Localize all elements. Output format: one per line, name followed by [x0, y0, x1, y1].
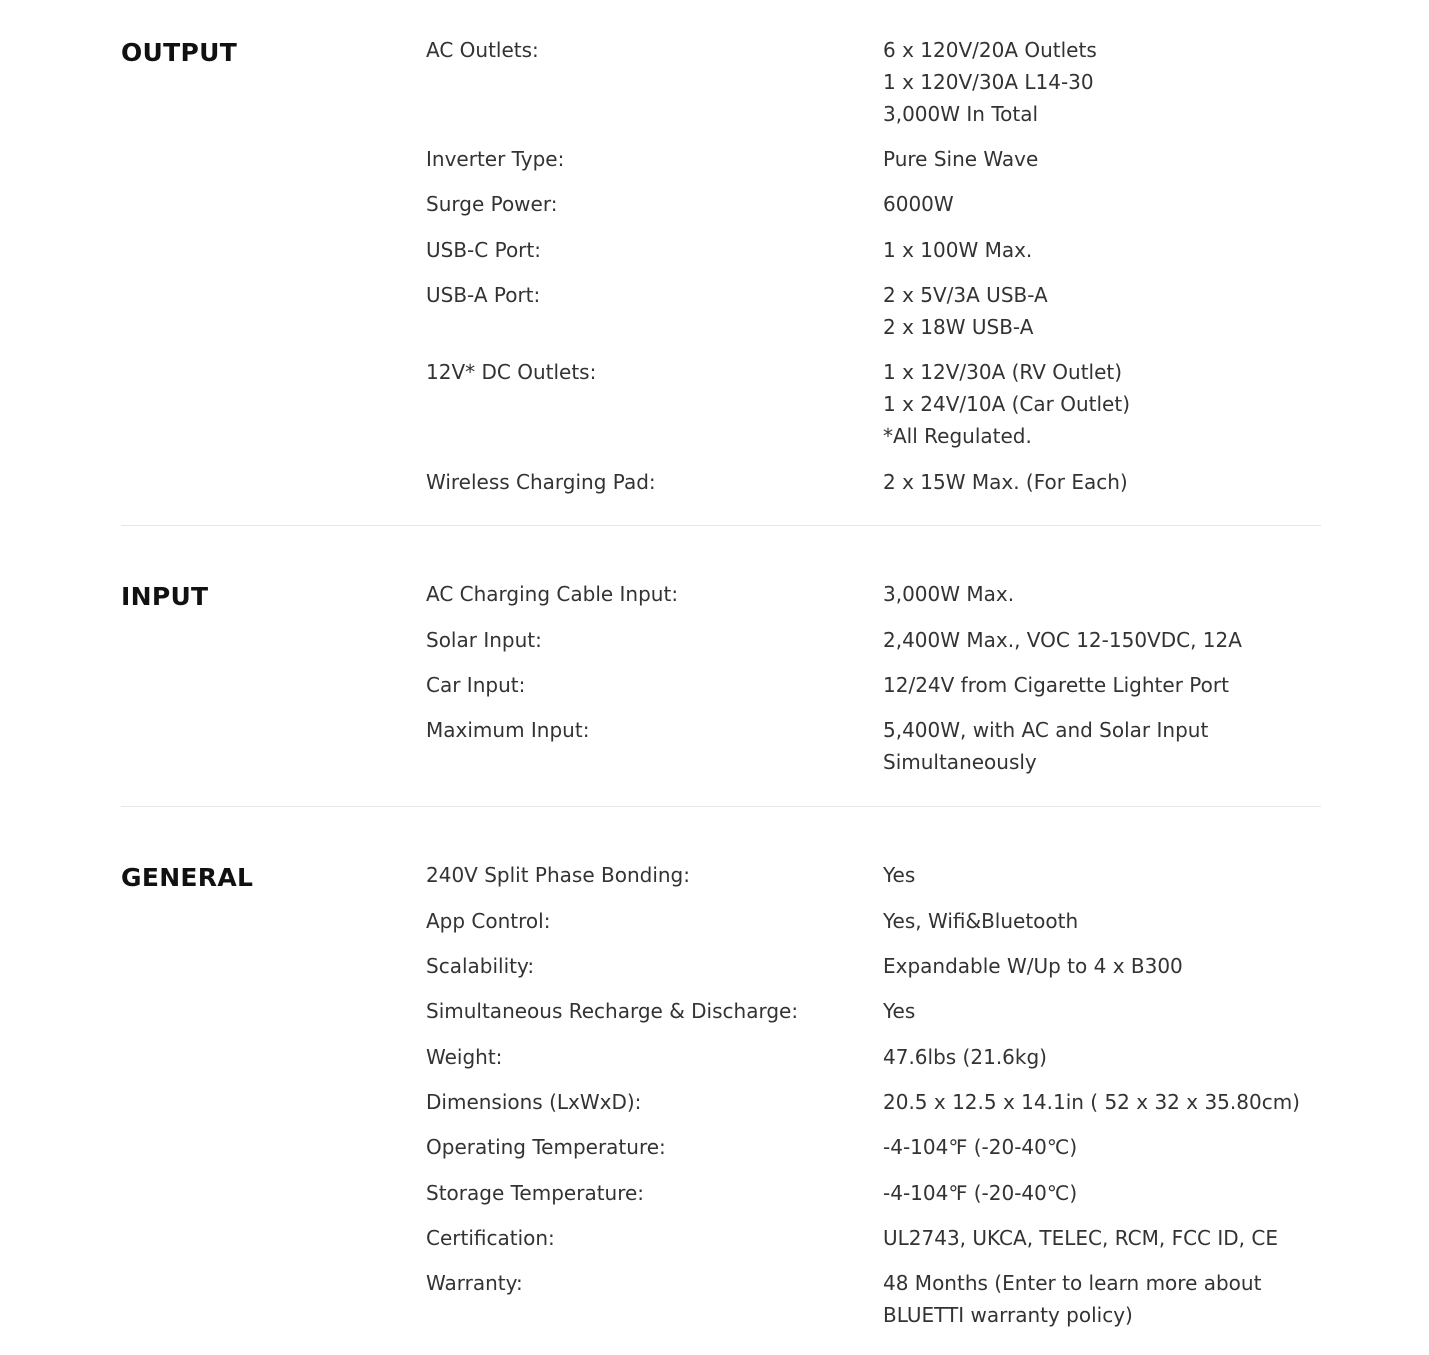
spec-value [883, 578, 1323, 610]
spec-value-line: 1 x 24V/10A (Car Outlet) [883, 392, 1131, 416]
spec-value [883, 624, 1323, 656]
spec-label: Maximum Input: [426, 718, 590, 742]
section-title-general: GENERAL [121, 863, 254, 892]
spec-value-line: 1 x 12V/30A (RV Outlet) [883, 360, 1123, 384]
spec-value-line: 6000W [883, 192, 954, 216]
section-divider [121, 806, 1321, 807]
spec-value [883, 188, 1323, 220]
spec-value [883, 1222, 1323, 1254]
spec-value-line: -4-104℉ (-20-40℃) [883, 1135, 1078, 1159]
spec-label: Simultaneous Recharge & Discharge: [426, 999, 799, 1023]
spec-value-line: 1 x 120V/30A L14-30 [883, 70, 1094, 94]
spec-label: AC Charging Cable Input: [426, 582, 679, 606]
spec-value [883, 995, 1323, 1027]
spec-value [883, 34, 1323, 130]
section-title-input: INPUT [121, 582, 209, 611]
spec-value [883, 1267, 1323, 1331]
spec-value [883, 950, 1323, 982]
spec-value [883, 356, 1323, 452]
spec-label: AC Outlets: [426, 38, 539, 62]
spec-value-line: 12/24V from Cigarette Lighter Port [883, 673, 1229, 697]
spec-label: USB-A Port: [426, 283, 541, 307]
spec-value [883, 905, 1323, 937]
spec-value-line: 3,000W Max. [883, 582, 1015, 606]
spec-value [883, 669, 1323, 701]
spec-label: Storage Temperature: [426, 1181, 645, 1205]
spec-value-line: Yes [883, 863, 916, 887]
spec-label: Weight: [426, 1045, 503, 1069]
spec-label: Scalability: [426, 954, 535, 978]
spec-value-line: 47.6lbs (21.6kg) [883, 1045, 1047, 1069]
section-divider [121, 525, 1321, 526]
spec-value-line: 1 x 100W Max. [883, 238, 1033, 262]
spec-value-line: 5,400W, with AC and Solar Input [883, 718, 1209, 742]
spec-label: Surge Power: [426, 192, 558, 216]
spec-value-line: 2 x 18W USB-A [883, 315, 1034, 339]
spec-label: Operating Temperature: [426, 1135, 666, 1159]
spec-label: App Control: [426, 909, 551, 933]
spec-value [883, 1041, 1323, 1073]
spec-value [883, 1131, 1323, 1163]
spec-value [883, 859, 1323, 891]
spec-value [883, 234, 1323, 266]
spec-value [883, 466, 1323, 498]
spec-value [883, 1177, 1323, 1209]
spec-value-line: Simultaneously [883, 750, 1037, 774]
spec-label: Solar Input: [426, 628, 542, 652]
spec-value-line: Expandable W/Up to 4 x B300 [883, 954, 1183, 978]
spec-value [883, 714, 1323, 778]
spec-value [883, 1086, 1323, 1118]
spec-value-line: 2,400W Max., VOC 12-150VDC, 12A [883, 628, 1242, 652]
spec-value-line: Pure Sine Wave [883, 147, 1039, 171]
spec-label: Dimensions (LxWxD): [426, 1090, 642, 1114]
spec-value-line: *All Regulated. [883, 424, 1032, 448]
spec-value-line: 2 x 15W Max. (For Each) [883, 470, 1128, 494]
spec-label: 240V Split Phase Bonding: [426, 863, 690, 887]
spec-value-line: 20.5 x 12.5 x 14.1in ( 52 x 32 x 35.80cm) [883, 1090, 1300, 1114]
spec-label: Car Input: [426, 673, 526, 697]
spec-value-line: Yes [883, 999, 916, 1023]
spec-value-line: BLUETTI warranty policy) [883, 1303, 1133, 1327]
spec-label: USB-C Port: [426, 238, 541, 262]
spec-value-line: 3,000W In Total [883, 102, 1039, 126]
spec-value-line: UL2743, UKCA, TELEC, RCM, FCC ID, CE [883, 1226, 1278, 1250]
spec-label: Inverter Type: [426, 147, 565, 171]
spec-label: 12V* DC Outlets: [426, 360, 597, 384]
spec-label: Certification: [426, 1226, 555, 1250]
spec-value-line: 6 x 120V/20A Outlets [883, 38, 1097, 62]
spec-value [883, 143, 1323, 175]
spec-label: Wireless Charging Pad: [426, 470, 656, 494]
spec-value-line: Yes, Wifi&Bluetooth [883, 909, 1079, 933]
spec-value-line: -4-104℉ (-20-40℃) [883, 1181, 1078, 1205]
spec-value-line: 48 Months (Enter to learn more about [883, 1271, 1262, 1295]
section-title-output: OUTPUT [121, 38, 238, 67]
spec-value [883, 279, 1323, 343]
spec-label: Warranty: [426, 1271, 523, 1295]
spec-value-line: 2 x 5V/3A USB-A [883, 283, 1048, 307]
